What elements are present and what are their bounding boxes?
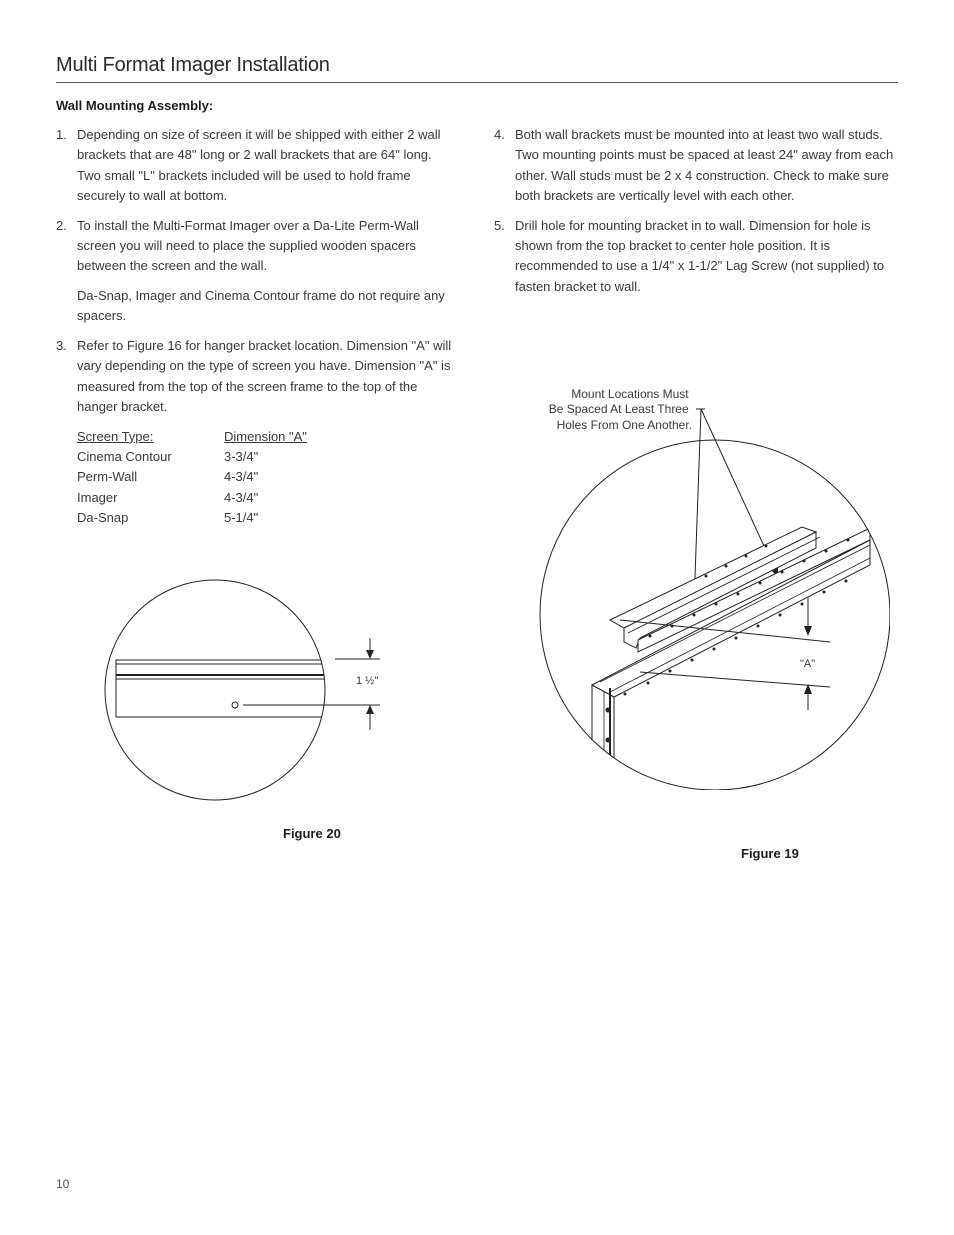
mount-callout [549,387,692,432]
step-text: Drill hole for mounting bracket in to wall. Dimension for hole is shown from the top bracket to center hole position. It is recommended to use a 1/4" x 1-1/2" Lag Screw (not supplied) to fasten bracket to wall. [515,217,885,294]
screen-type-cell: Imager [77,489,118,505]
step-text: Both wall brackets must be mounted into at least two wall studs. Two mounting points must be spaced at least 24" away from each other. Wall studs must be 2 x 4 construction. Check to make sure both brackets are vertically level with each other. [515,127,894,203]
dimension-cell: 4-3/4" [224,469,259,485]
step-1 [56,125,456,206]
screen-type-cell: Perm-Wall [77,469,138,485]
arrow-down-icon [366,650,374,659]
dimension-cell: 5-1/4" [224,510,259,526]
step-text: Refer to Figure 16 for hanger bracket location. Dimension "A" will vary depending on the type of screen you have. Dimension "A" is measured from the top of the screen frame to the top of the hanger bracket. [77,338,452,415]
step-2-note: Da-Snap, Imager and Cinema Contour frame do not require any spacers. [77,288,445,324]
right-column [494,125,898,306]
header-screen-type: Screen Type: [77,428,154,444]
left-column [56,125,456,528]
dimension-label-1-5: 1 ½" [356,675,379,687]
step-4 [494,125,898,206]
step-number: 2. [56,217,67,233]
arrow-up-icon [366,705,374,714]
header-dimension: Dimension "A" [224,428,307,444]
callout-leader [694,409,701,605]
step-3 [56,336,456,417]
callout-line: Mount Locations Must [571,387,689,401]
screen-type-cell: Da-Snap [77,510,129,526]
step-text: Depending on size of screen it will be shipped with either 2 wall brackets that are 48" long or 2 wall brackets that are 64" long. Two small "L" brackets included will be used to hold frame securely to wall at bottom. [77,127,441,203]
arrow-down-icon [804,626,812,636]
dimension-cell: 3-3/4" [224,449,259,465]
step-number: 5. [494,217,505,233]
table-row [77,467,307,487]
section-heading: Wall Mounting Assembly: [56,98,214,113]
figure-20-diagram [100,570,390,810]
callout-line: Holes From One Another. [556,418,692,432]
step-text: To install the Multi-Format Imager over a Da-Lite Perm-Wall screen you will need to place the supplied wooden spacers between the screen and the wall. [77,217,419,274]
dimension-label-a: "A" [800,658,816,670]
table-row [77,447,307,467]
step-5 [494,216,898,297]
title-divider [56,82,898,83]
step-2 [56,216,456,277]
page-number: 10 [56,1177,70,1191]
figure-19-diagram [530,380,890,790]
figure-20-caption: Figure 20 [283,826,341,841]
table-row [77,488,307,508]
step-number: 4. [494,127,505,142]
step-number: 1. [56,127,67,142]
screen-type-cell: Cinema Contour [77,449,172,465]
table-row [77,508,307,528]
bracket-assembly [592,527,870,790]
callout-line: Be Spaced At Least Three [548,402,689,416]
bracket-detail [116,660,330,717]
table-header-row [77,427,307,447]
figure-19-caption: Figure 19 [741,846,799,861]
dimension-table [77,427,307,528]
dimension-cell: 4-3/4" [224,489,259,505]
step-number: 3. [56,338,67,354]
page-title: Multi Format Imager Installation [56,54,330,76]
